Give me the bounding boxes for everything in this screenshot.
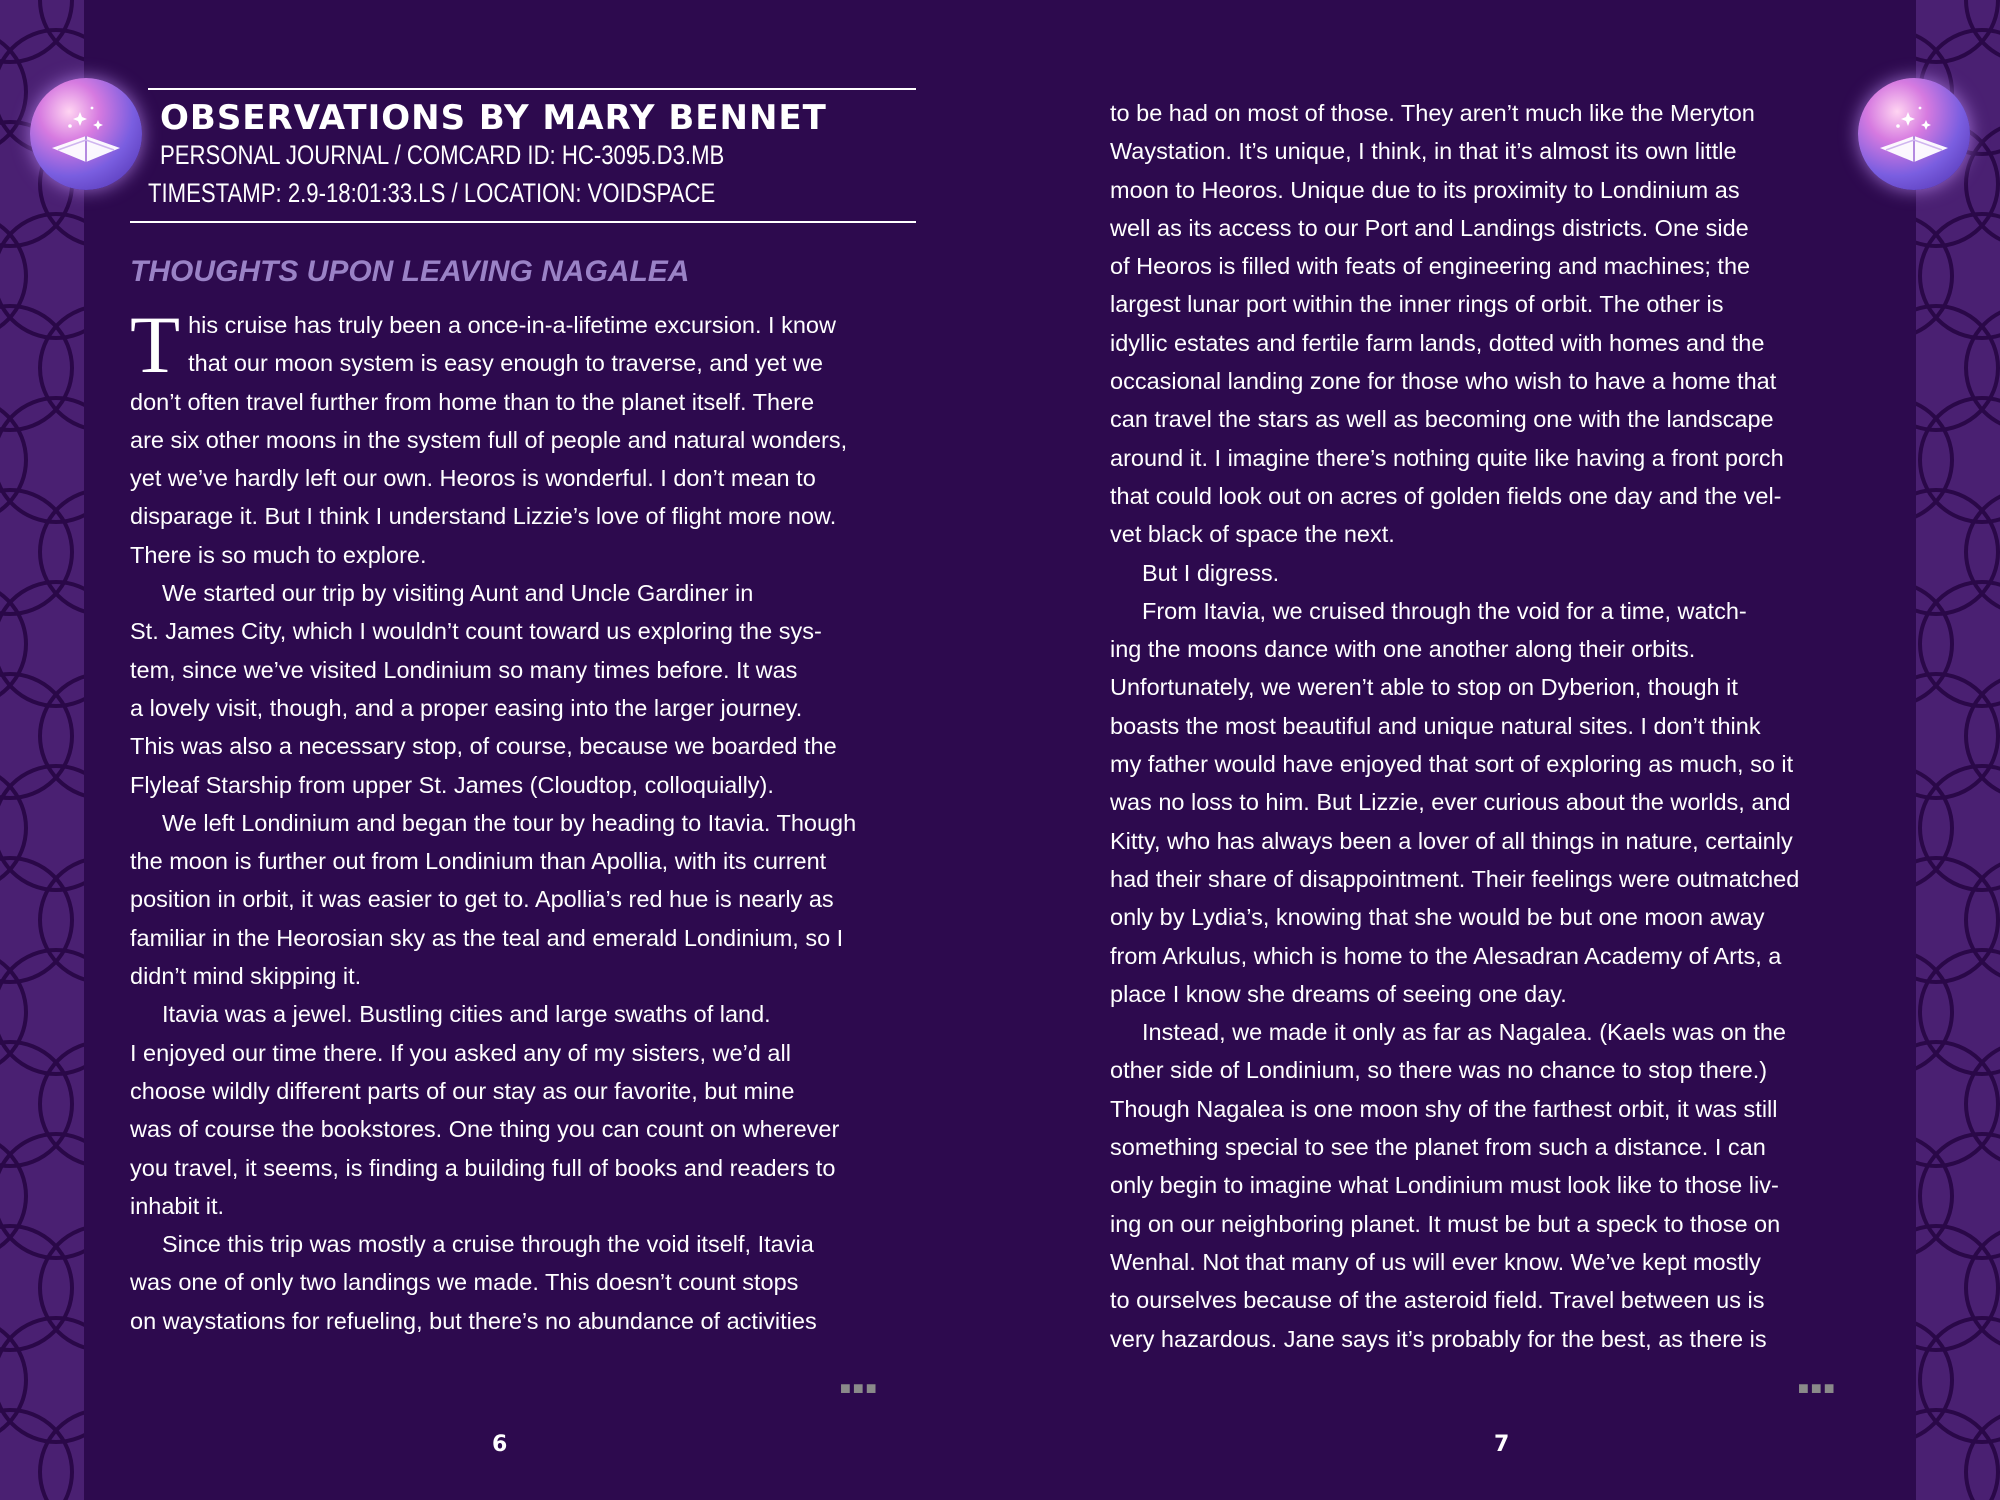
text-line: my father would have enjoyed that sort of exploring as much, so it [1110, 751, 1794, 778]
text-line: From Itavia, we cruised through the void for a time, watch- [1142, 597, 1747, 624]
text-line: idyllic estates and fertile farm lands, dotted with homes and the [1110, 329, 1765, 356]
text-line: something special to see the planet from such a distance. I can [1110, 1134, 1766, 1161]
text-line: St. James City, which I wouldn’t count toward us exploring the sys- [130, 618, 822, 645]
text-line: There is so much to explore. [130, 541, 427, 568]
text-line: around it. I imagine there’s nothing quite like having a front porch [1110, 444, 1784, 471]
text-line: Itavia was a jewel. Bustling cities and large swaths of land. [162, 1001, 771, 1028]
text-line: Unfortunately, we weren’t able to stop on Dyberion, though it [1110, 674, 1738, 701]
continued-mark: ■■■ [840, 1378, 879, 1398]
text-line: can travel the stars as well as becoming one with the landscape [1110, 406, 1774, 433]
text-line: was one of only two landings we made. This doesn’t count stops [130, 1269, 799, 1296]
text-line: largest lunar port within the inner rings of orbit. The other is [1110, 291, 1724, 318]
body-paragraph [1110, 554, 1900, 592]
text-line: to be had on most of those. They aren’t much like the Meryton [1110, 100, 1755, 126]
timestamp-location-line: TIMESTAMP: 2.9-18:01:33.LS / LOCATION: VOIDSPACE [148, 178, 716, 208]
text-line: I enjoyed our time there. If you asked any of my sisters, we’d all [130, 1039, 791, 1066]
text-line: This was also a necessary stop, of course, because we boarded the [130, 733, 837, 760]
text-line: vet black of space the next. [1110, 521, 1395, 548]
journal-id-line: PERSONAL JOURNAL / COMCARD ID: HC-3095.D3.MB [160, 140, 725, 170]
body-paragraph [1110, 94, 1900, 554]
text-line: Since this trip was mostly a cruise through the void itself, Itavia [162, 1231, 814, 1258]
header-top-rule [148, 88, 916, 90]
text-line: his cruise has truly been a once-in-a-lifetime excursion. I know [188, 312, 836, 338]
text-line: on waystations for refueling, but there’s no abundance of activities [130, 1307, 817, 1334]
text-line: Though Nagalea is one moon shy of the farthest orbit, it was still [1110, 1095, 1778, 1122]
text-line: only begin to imagine what Londinium must look like to those liv- [1110, 1172, 1779, 1199]
text-line: had their share of disappointment. Their feelings were outmatched [1110, 865, 1800, 892]
text-line: was no loss to him. But Lizzie, ever curious about the worlds, and [1110, 789, 1791, 816]
text-line: was of course the bookstores. One thing you can count on wherever [130, 1116, 840, 1143]
text-line: occasional landing zone for those who wish to have a home that [1110, 368, 1777, 395]
body-paragraph [1110, 1013, 1900, 1358]
text-line: only by Lydia’s, knowing that she would be but one moon away [1110, 904, 1765, 931]
text-line: yet we’ve hardly left our own. Heoros is wonderful. I don’t mean to [130, 465, 816, 492]
text-line: Kitty, who has always been a lover of all things in nature, certainly [1110, 827, 1793, 854]
left-margin-pattern [0, 0, 84, 1500]
text-line: well as its access to our Port and Landings districts. One side [1110, 214, 1749, 241]
text-line: very hazardous. Jane says it’s probably for the best, as there is [1110, 1325, 1767, 1352]
text-line: inhabit it. [130, 1192, 225, 1219]
left-page-body [130, 299, 930, 1340]
text-line: We left Londinium and began the tour by heading to Itavia. Though [162, 809, 857, 836]
text-line: Flyleaf Starship from upper St. James (Cloudtop, colloquially). [130, 771, 774, 798]
body-paragraph [130, 574, 930, 804]
page-number-right: 7 [1494, 1432, 1510, 1457]
crystal-ball-book-icon [30, 78, 142, 190]
right-page-body [1110, 94, 1900, 1358]
text-line: Instead, we made it only as far as Nagalea. (Kaels was on the [1142, 1019, 1786, 1046]
body-paragraph [130, 1225, 930, 1340]
body-paragraph [1110, 592, 1900, 1013]
text-line: you travel, it seems, is finding a building full of books and readers to [130, 1154, 836, 1181]
text-line: We started our trip by visiting Aunt and Uncle Gardiner in [162, 580, 754, 607]
text-line: boasts the most beautiful and unique natural sites. I don’t think [1110, 712, 1761, 739]
body-paragraph [130, 299, 930, 574]
body-paragraph [130, 804, 930, 995]
dropcap-letter: T [130, 299, 181, 390]
section-heading: THOUGHTS UPON LEAVING NAGALEA [130, 255, 690, 288]
text-line: choose wildly different parts of our stay as our favorite, but mine [130, 1077, 795, 1104]
text-line: that could look out on acres of golden fields one day and the vel- [1110, 482, 1782, 509]
text-line: Wenhal. Not that many of us will ever know. We’ve kept mostly [1110, 1248, 1761, 1275]
text-line: a lovely visit, though, and a proper easing into the larger journey. [130, 694, 803, 721]
text-line: don’t often travel further from home than to the planet itself. There [130, 388, 815, 415]
text-line: of Heoros is filled with feats of engineering and machines; the [1110, 253, 1751, 280]
text-line: ing on our neighboring planet. It must be but a speck to those on [1110, 1210, 1781, 1237]
text-line: from Arkulus, which is home to the Alesadran Academy of Arts, a [1110, 942, 1782, 969]
continued-mark: ■■■ [1798, 1378, 1837, 1398]
text-line: the moon is further out from Londinium than Apollia, with its current [130, 848, 827, 875]
header-bottom-rule [130, 221, 916, 223]
text-line: tem, since we’ve visited Londinium so many times before. It was [130, 656, 798, 683]
text-line: disparage it. But I think I understand Lizzie’s love of flight more now. [130, 503, 837, 530]
text-line: Waystation. It’s unique, I think, in that it’s almost its own little [1110, 138, 1737, 165]
text-line: that our moon system is easy enough to traverse, and yet we [188, 350, 823, 377]
text-line: other side of Londinium, so there was no chance to stop there.) [1110, 1057, 1768, 1084]
text-line: to ourselves because of the asteroid field. Travel between us is [1110, 1287, 1765, 1314]
text-line: place I know she dreams of seeing one day. [1110, 980, 1567, 1007]
text-line: familiar in the Heorosian sky as the teal and emerald Londinium, so I [130, 924, 844, 951]
body-paragraph [130, 995, 930, 1225]
text-line: ing the moons dance with one another along their orbits. [1110, 636, 1696, 663]
journal-title: OBSERVATIONS BY MARY BENNET [160, 98, 827, 138]
text-line: But I digress. [1142, 559, 1280, 586]
text-line: didn’t mind skipping it. [130, 963, 362, 990]
text-line: moon to Heoros. Unique due to its proximity to Londinium as [1110, 176, 1740, 203]
page-number-left: 6 [492, 1432, 508, 1457]
text-line: are six other moons in the system full of people and natural wonders, [130, 426, 848, 453]
text-line: position in orbit, it was easier to get to. Apollia’s red hue is nearly as [130, 886, 834, 913]
right-margin-pattern [1916, 0, 2000, 1500]
